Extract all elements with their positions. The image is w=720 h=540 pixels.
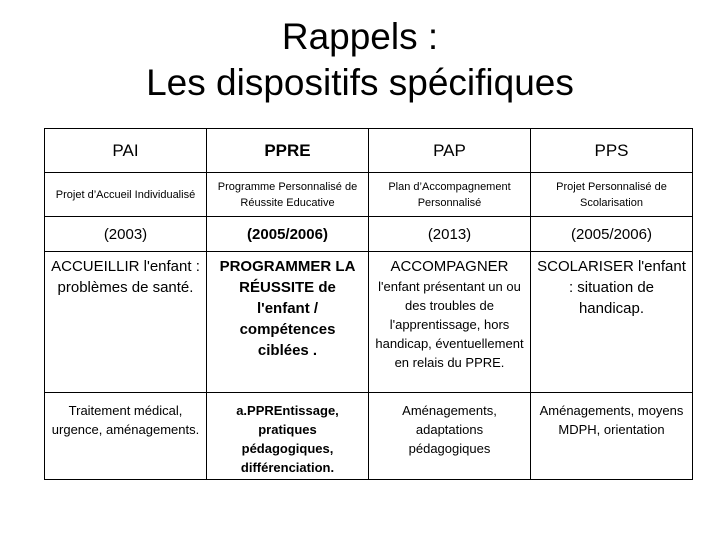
full-name-cell-ppre: Programme Personnalisé de Réussite Educative <box>207 173 369 217</box>
treatment-cell-pai: Traitement médical, urgence, aménagements. <box>45 393 207 480</box>
action-pap-detail: l'enfant présentant un ou des troubles de l'apprentissage, hors handicap, éventuellement en relais du PPRE. <box>375 279 524 370</box>
year-cell-pps: (2005/2006) <box>531 217 693 252</box>
slide-title <box>0 14 720 106</box>
acronym-cell-pps: PPS <box>531 129 693 173</box>
acronym-cell-ppre: PPRE <box>207 129 369 173</box>
title-line-2: Les dispositifs spécifiques <box>146 62 574 103</box>
action-cell-ppre: PROGRAMMER LA RÉUSSITE de l'enfant / compétences ciblées . <box>207 252 369 393</box>
treatment-cell-pps: Aménagements, moyens MDPH, orientation <box>531 393 693 480</box>
year-cell-pap: (2013) <box>369 217 531 252</box>
year-cell-ppre: (2005/2006) <box>207 217 369 252</box>
full-name-row <box>45 173 693 217</box>
action-cell-pai: ACCUEILLIR l'enfant : problèmes de santé. <box>45 252 207 393</box>
year-row <box>45 217 693 252</box>
full-name-cell-pap: Plan d’Accompagnement Personnalisé <box>369 173 531 217</box>
acronym-cell-pai: PAI <box>45 129 207 173</box>
acronym-cell-pap: PAP <box>369 129 531 173</box>
action-pap-verb: ACCOMPAGNER <box>390 258 509 275</box>
action-cell-pap <box>369 252 531 393</box>
action-row <box>45 252 693 393</box>
treatment-row <box>45 393 693 480</box>
full-name-cell-pps: Projet Personnalisé de Scolarisation <box>531 173 693 217</box>
year-cell-pai: (2003) <box>45 217 207 252</box>
devices-table <box>44 128 693 480</box>
treatment-cell-pap: Aménagements, adaptations pédagogiques <box>369 393 531 480</box>
action-cell-pps: SCOLARISER l'enfant : situation de handicap. <box>531 252 693 393</box>
full-name-cell-pai: Projet d’Accueil Individualisé <box>45 173 207 217</box>
title-line-1: Rappels : <box>281 16 439 57</box>
treatment-cell-ppre: a.PPREntissage, pratiques pédagogiques, différenciation. <box>207 393 369 480</box>
acronym-row <box>45 129 693 173</box>
